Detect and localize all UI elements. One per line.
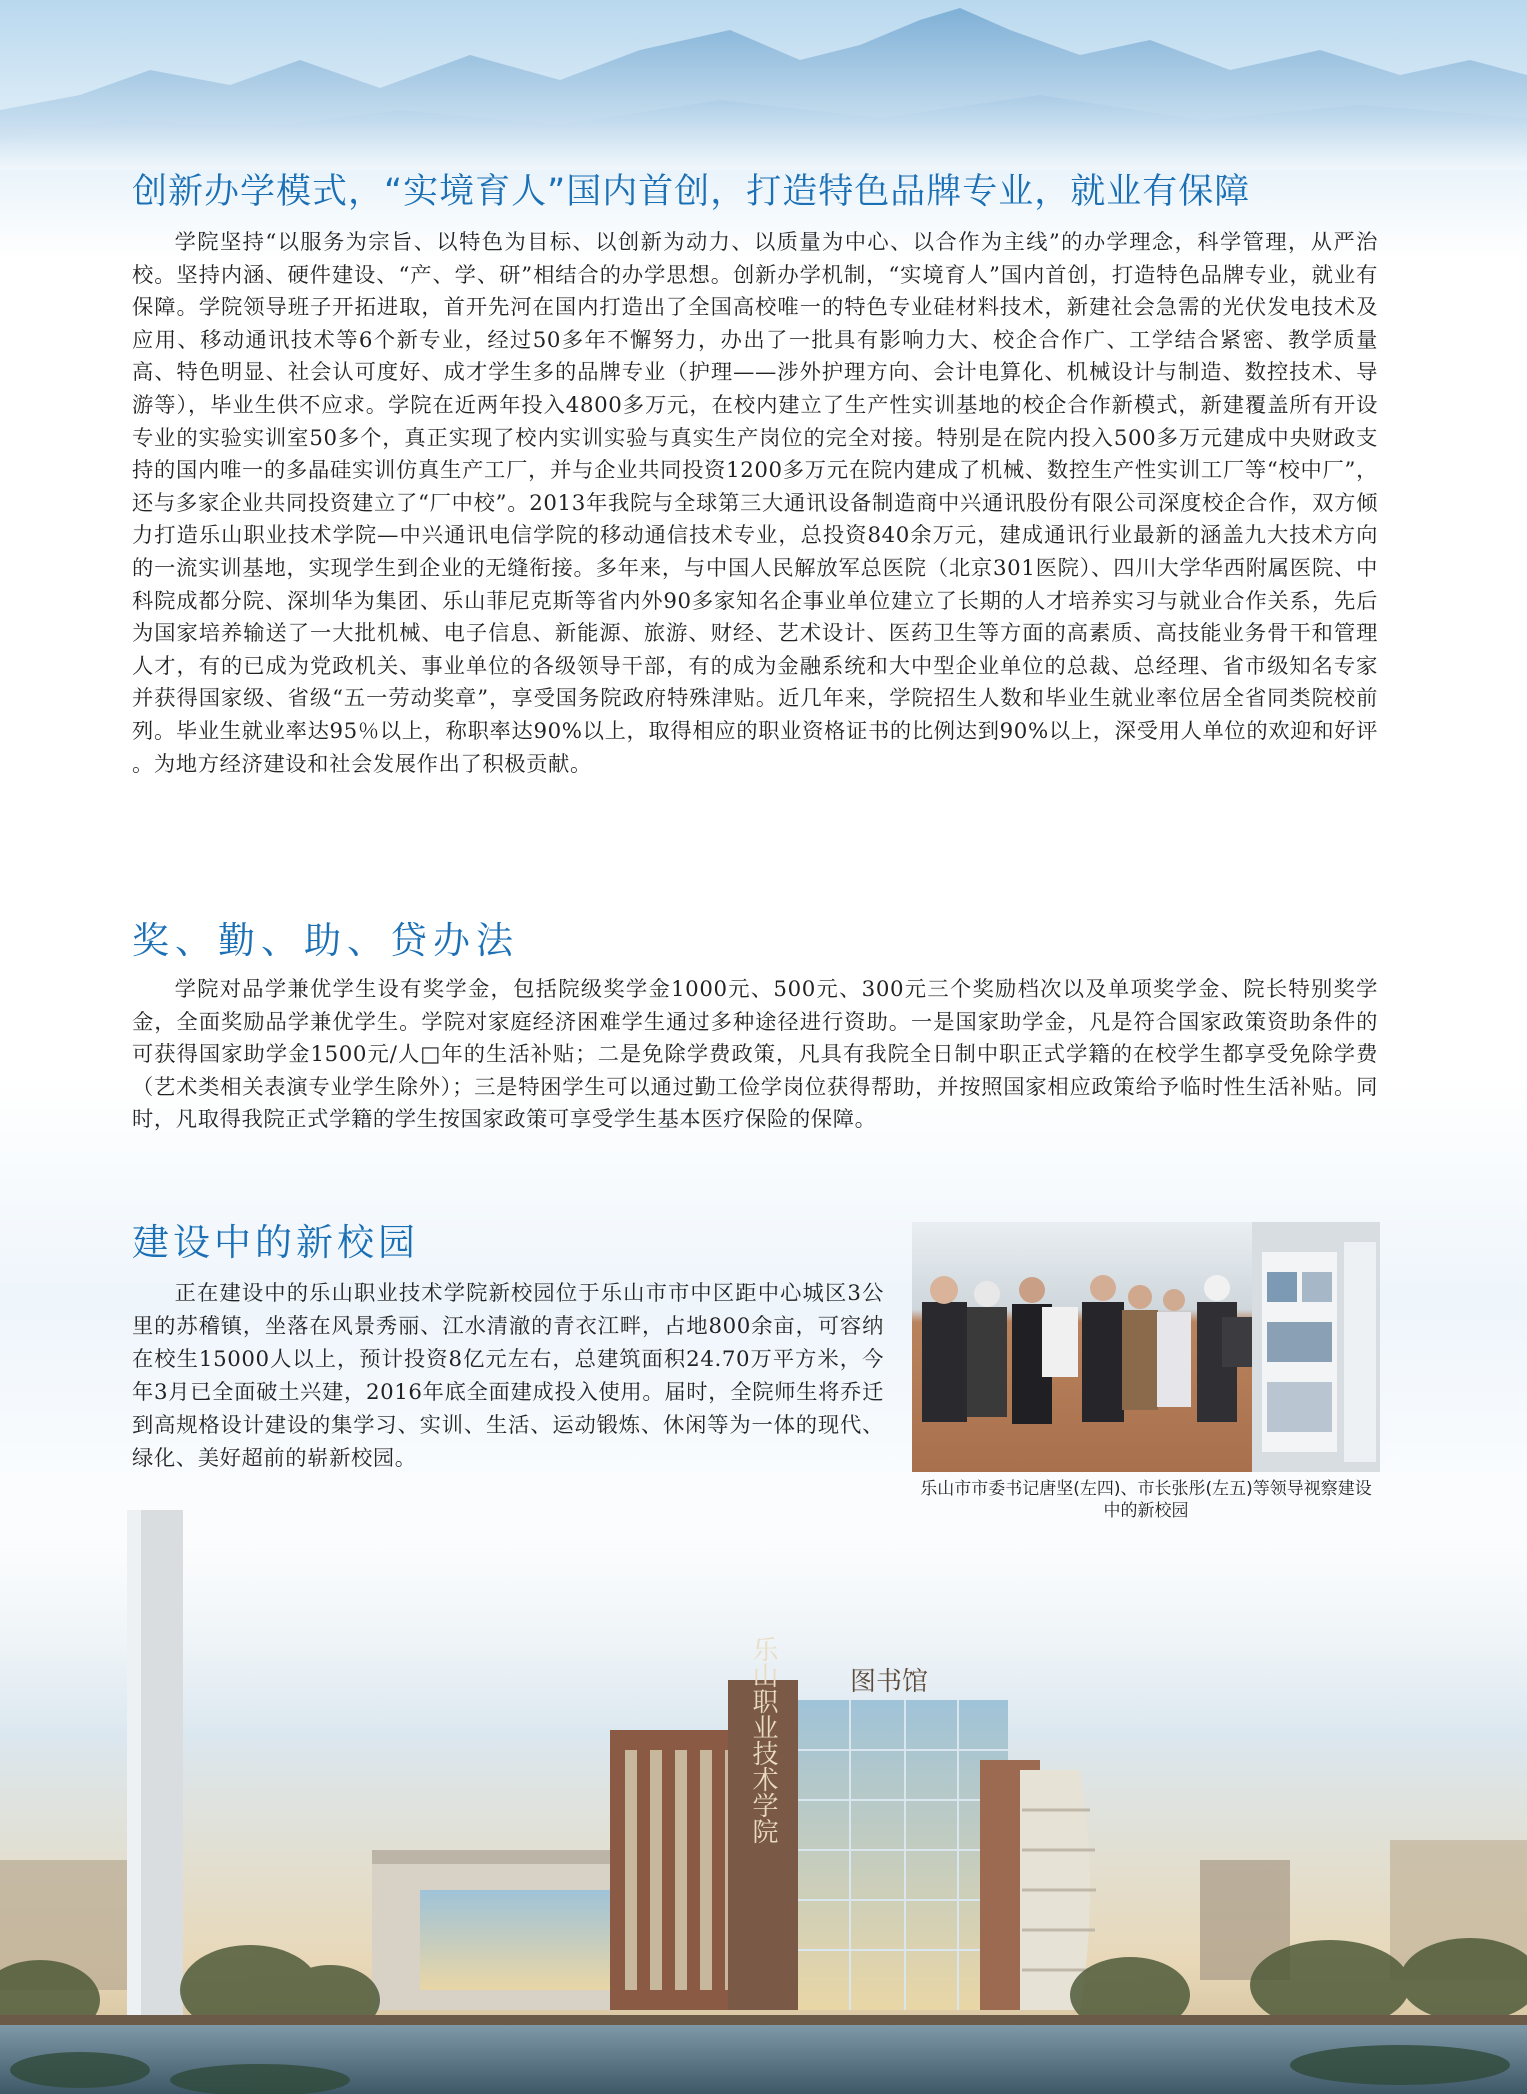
section-body-innovation: 学院坚持“以服务为宗旨、以特色为目标、以创新为动力、以质量为中心、以合作为主线”的办学理念，科学管理，从严治校。坚持内涵、硬件建设、“产、学、研”相结合的办学思想。创新办学机制，“实境育人”国内首创，打造特色品牌专业，就业有保障。学院领导班子开拓进取，首开先河在国内打造出了全国高校唯一的特色专业硅材料技术，新建社会急需的光伏发电技术及应用、移动通讯技术等6个新专业，经过50多年不懈努力，办出了一批具有影响力大、校企合作广、工学结合紧密、教学质量高、特色明显、社会认可度好、成才学生多的品牌专业（护理——涉外护理方向、会计电算化、机械设计与制造、数控技术、导游等），毕业生供不应求。学院在近两年投入4800多万元，在校内建立了生产性实训基地的校企合作新模式，新建覆盖所有开设专业的实验实训室50多个，真正实现了校内实训实验与真实生产岗位的完全对接。特别是在院内投入500多万元建成中央财政支持的国内唯一的多晶硅实训仿真生产工厂，并与企业共同投资1200多万元在院内建成了机械、数控生产性实训工厂等“校中厂”，还与多家企业共同投资建立了“厂中校”。2013年我院与全球第三大通讯设备制造商中兴通讯股份有限公司深度校企合作，双方倾力打造乐山职业技术学院—中兴通讯电信学院的移动通信技术专业，总投资840余万元，建成通讯行业最新的涵盖九大技术方向的一流实训基地，实现学生到企业的无缝衔接。多年来，与中国人民解放军总医院（北京301医院）、四川大学华西附属医院、中科院成都分院、深圳华为集团、乐山菲尼克斯等省内外90多家知名企事业单位建立了长期的人才培养实习与就业合作关系，先后为国家培养输送了一大批机械、电子信息、新能源、旅游、财经、艺术设计、医药卫生等方面的高素质、高技能业务骨干和管理人才，有的已成为党政机关、事业单位的各级领导干部，有的成为金融系统和大中型企业单位的总裁、总经理、省市级知名专家并获得国家级、省级“五一劳动奖章”，享受国务院政府特殊津贴。近几年来，学院招生人数和毕业生就业率位居全省同类院校前列。毕业生就业率达95％以上，称职率达90%以上，取得相应的职业资格证书的比例达到90%以上，深受用人单位的欢迎和好评 。为地方经济建设和社会发展作出了积极贡献。	[132, 230, 1378, 777]
section-body-scholarship: 学院对品学兼优学生设有奖学金，包括院级奖学金1000元、500元、300元三个奖励档次以及单项奖学金、院长特别奖学金，全面奖励品学兼优学生。学院对家庭经济困难学生通过多种途径进行资助。一是国家助学金，凡是符合国家政策资助条件的可获得国家助学金1500元/人□年的生活补贴；二是免除学费政策，凡具有我院全日制中职正式学籍的在校学生都享受免除学费（艺术类相关表演专业学生除外）；三是特困学生可以通过勤工俭学岗位获得帮助，并按照国家相应政策给予临时性生活补贴。同时，凡取得我院正式学籍的学生按国家政策可享受学生基本医疗保险的保障。	[132, 977, 1378, 1133]
photo-caption: 乐山市市委书记唐坚(左四)、市长张彤(左五)等领导视察建设中的新校园	[920, 1479, 1372, 1521]
campus-sign-vertical: 乐山职业技术学院	[748, 1636, 778, 1844]
section-title-new-campus: 建设中的新校园	[132, 1221, 419, 1264]
section-body-new-campus: 正在建设中的乐山职业技术学院新校园位于乐山市市中区距中心城区3公里的苏稽镇，坐落在风景秀丽、江水清澈的青衣江畔，占地800余亩，可容纳在校生15000人以上，预计投资8亿元左右，总建筑面积24.70万平方米，今年3月已全面破土兴建，2016年底全面建成投入使用。届时，全院师生将乔迁到高规格设计建设的集学习、实训、生活、运动锻炼、休闲等为一体的现代、绿化、美好超前的崭新校园。	[132, 1281, 884, 1471]
inspection-photo	[912, 1222, 1380, 1472]
section-title-innovation: 创新办学模式，“实境育人”国内首创，打造特色品牌专业，就业有保障	[132, 172, 1251, 212]
section-title-scholarship: 奖、勤、助、贷办法	[132, 919, 519, 962]
campus-library-sign: 图书馆	[850, 1667, 929, 1697]
inspection-photo-image	[912, 1222, 1380, 1472]
